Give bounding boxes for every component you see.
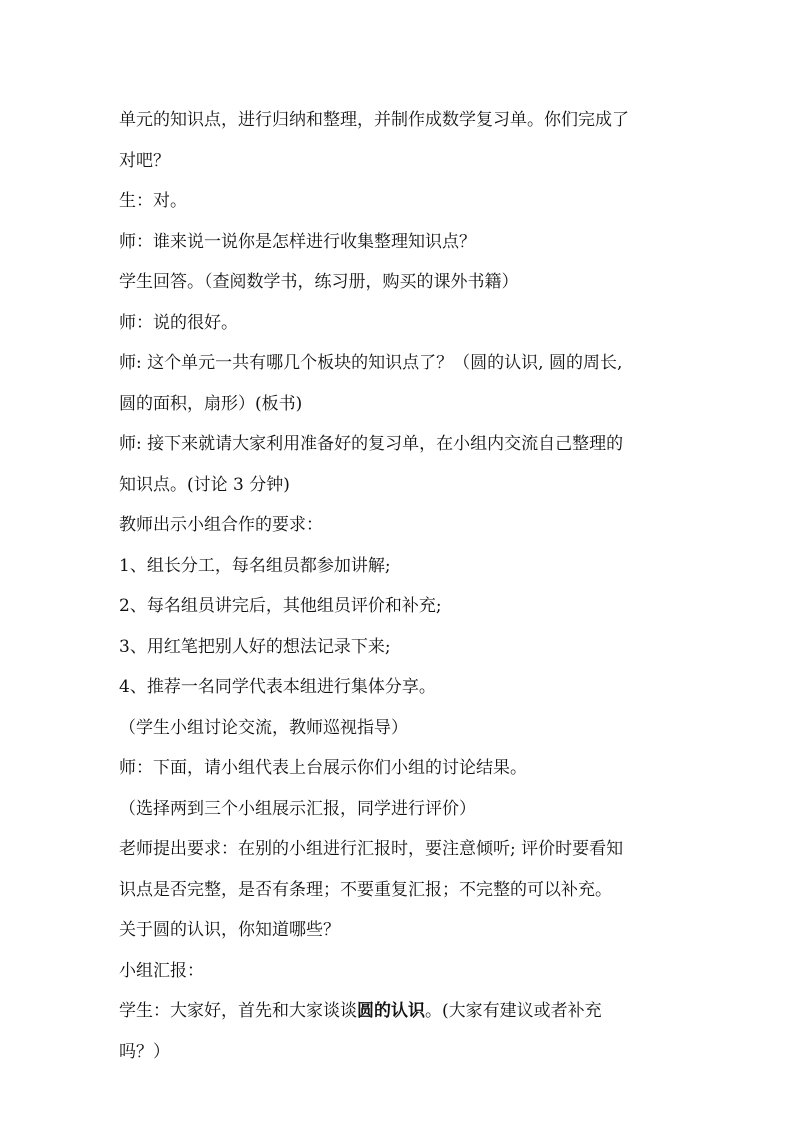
paragraph-line: （学生小组讨论交流，教师巡视指导） xyxy=(119,717,408,738)
document-body xyxy=(119,100,689,1072)
paragraph-line: 师：谁来说一说你是怎样进行收集整理知识点？ xyxy=(119,231,476,252)
requirement-item: 3、用红笔把别人好的想法记录下来; xyxy=(119,636,391,657)
paragraph-line: 生：对。 xyxy=(119,191,187,211)
speech-text-before: 学生：大家好，首先和大家谈谈 xyxy=(119,1001,357,1021)
paragraph-line: 圆的面积，扇形）(板书) xyxy=(119,393,303,414)
paragraph-line: 对吧？ xyxy=(119,150,170,171)
requirement-item: 1、组长分工，每名组员都参加讲解; xyxy=(119,555,391,576)
student-speech-line xyxy=(119,991,689,1032)
paragraph-line: 识点是否完整，是否有条理；不要重复汇报；不完整的可以补充。 xyxy=(119,879,612,900)
bold-topic: 圆的认识 xyxy=(357,1001,425,1021)
paragraph-line: 师: 这个单元一共有哪几个板块的知识点了？（圆的认识, 圆的周长, xyxy=(119,353,623,373)
paragraph-line: 师：下面，请小组代表上台展示你们小组的讨论结果。 xyxy=(119,758,527,778)
paragraph-line: 师：说的很好。 xyxy=(119,312,238,333)
paragraph-line: 单元的知识点，进行归纳和整理，并制作成数学复习单。你们完成了 xyxy=(119,110,629,130)
paragraph-line: 吗？） xyxy=(119,1041,170,1062)
paragraph-line: 小组汇报： xyxy=(119,960,204,981)
paragraph-line: 知识点。(讨论 3 分钟) xyxy=(119,474,290,495)
paragraph-line: 师: 接下来就请大家利用准备好的复习单，在小组内交流自己整理的 xyxy=(119,434,624,454)
paragraph-line: 教师出示小组合作的要求： xyxy=(119,515,323,535)
paragraph-line: 老师提出要求：在别的小组进行汇报时，要注意倾听; 评价时要看知 xyxy=(119,839,624,859)
paragraph-line: 关于圆的认识，你知道哪些？ xyxy=(119,920,340,940)
paragraph-line: 学生回答。（查阅数学书，练习册，购买的课外书籍） xyxy=(119,272,519,292)
paragraph-line: （选择两到三个小组展示汇报，同学进行评价） xyxy=(119,798,476,819)
requirement-item: 4、推荐一名同学代表本组进行集体分享。 xyxy=(119,677,436,697)
requirement-item: 2、每名组员讲完后，其他组员评价和补充; xyxy=(119,596,442,616)
speech-text-after: 。(大家有建议或者补充 xyxy=(425,1001,602,1021)
